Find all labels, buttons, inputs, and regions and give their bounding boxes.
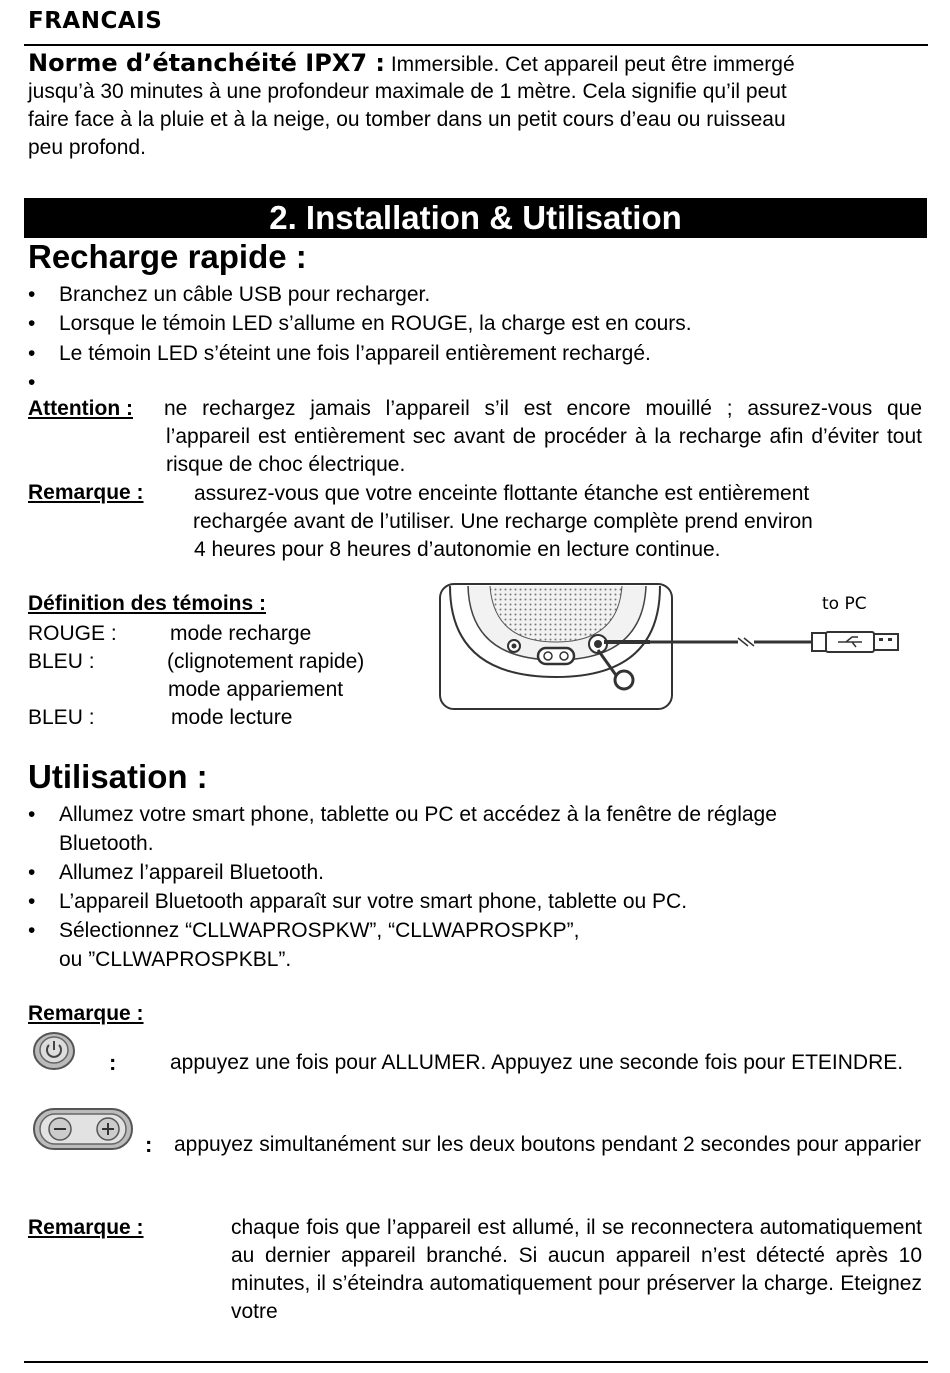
- language-header: FRANCAIS: [28, 8, 163, 34]
- remarque-line: assurez-vous que votre enceinte flottante étanche est entièrement: [194, 482, 810, 505]
- ipx7-line3: faire face à la pluie et à la neige, ou tomber dans un petit cours d’eau ou ruisseau: [28, 108, 786, 131]
- bullet-icon: •: [28, 342, 36, 365]
- ipx7-paragraph: [28, 48, 928, 162]
- footer-rule: [24, 1361, 928, 1363]
- ipx7-line2: jusqu’à 30 minutes à une profondeur maximale de 1 mètre. Cela signifie qu’il peut: [28, 80, 787, 103]
- ipx7-title: Norme d’étanchéité IPX7 :: [28, 49, 385, 77]
- bullet-icon: •: [28, 803, 36, 826]
- pair-colon: :: [145, 1132, 153, 1157]
- temoin-label: BLEU :: [28, 706, 95, 729]
- usb-charging-illustration: [438, 582, 908, 714]
- temoin-value: mode lecture: [171, 706, 293, 729]
- remarque2-text: chaque fois que l’appareil est allumé, il se reconnectera automatiquement au dernier appareil branché. Si aucun appareil n’est détecté après 10 minutes, il s’éteindra automatiquement pour préserver la charge. Eteignez votre: [231, 1216, 922, 1323]
- ipx7-line4: peu profond.: [28, 136, 146, 159]
- temoin-value: mode recharge: [170, 622, 312, 645]
- remarque-label: Remarque :: [28, 481, 144, 504]
- attention-text: ne rechargez jamais l’appareil s’il est encore mouillé ; assurez-vous que l’appareil est entièrement sec avant de procéder à la recharge afin d’éviter tout risque de choc électrique.: [164, 397, 922, 476]
- attention-label: Attention :: [28, 397, 133, 420]
- temoin-value: mode appariement: [168, 678, 344, 701]
- pair-description: appuyez simultanément sur les deux boutons pendant 2 secondes pour apparier: [174, 1133, 922, 1156]
- remarque2-label: Remarque :: [28, 1216, 144, 1239]
- power-colon: :: [109, 1050, 117, 1075]
- utilisation-heading: Utilisation :: [28, 758, 208, 795]
- bullet-icon: •: [28, 861, 36, 884]
- bullet-icon: •: [28, 919, 36, 942]
- bullet-icon: •: [28, 890, 36, 913]
- bullet-icon: •: [28, 312, 36, 335]
- pair-buttons-icon: [32, 1106, 136, 1152]
- to-pc-caption: to PC: [822, 594, 867, 614]
- remarque-line: rechargée avant de l’utiliser. Une recharge complète prend environ: [193, 510, 813, 533]
- temoin-label: BLEU :: [28, 650, 95, 673]
- remarque-label: Remarque :: [28, 1002, 144, 1025]
- section-title: 2. Installation & Utilisation: [24, 198, 927, 238]
- remarque-line: 4 heures pour 8 heures d’autonomie en lecture continue.: [194, 538, 721, 561]
- bullet-icon: •: [28, 283, 36, 306]
- power-description: appuyez une fois pour ALLUMER. Appuyez une seconde fois pour ETEINDRE.: [170, 1051, 904, 1074]
- bullet-icon: •: [28, 371, 36, 394]
- ipx7-line1: Immersible. Cet appareil peut être immergé: [390, 53, 795, 76]
- power-button-icon: [32, 1031, 76, 1071]
- recharge-heading: Recharge rapide :: [28, 238, 307, 275]
- temoin-label: ROUGE :: [28, 622, 117, 645]
- temoin-value: (clignotement rapide): [167, 650, 365, 673]
- temoins-heading: Définition des témoins :: [28, 592, 267, 615]
- header-rule: [24, 44, 928, 46]
